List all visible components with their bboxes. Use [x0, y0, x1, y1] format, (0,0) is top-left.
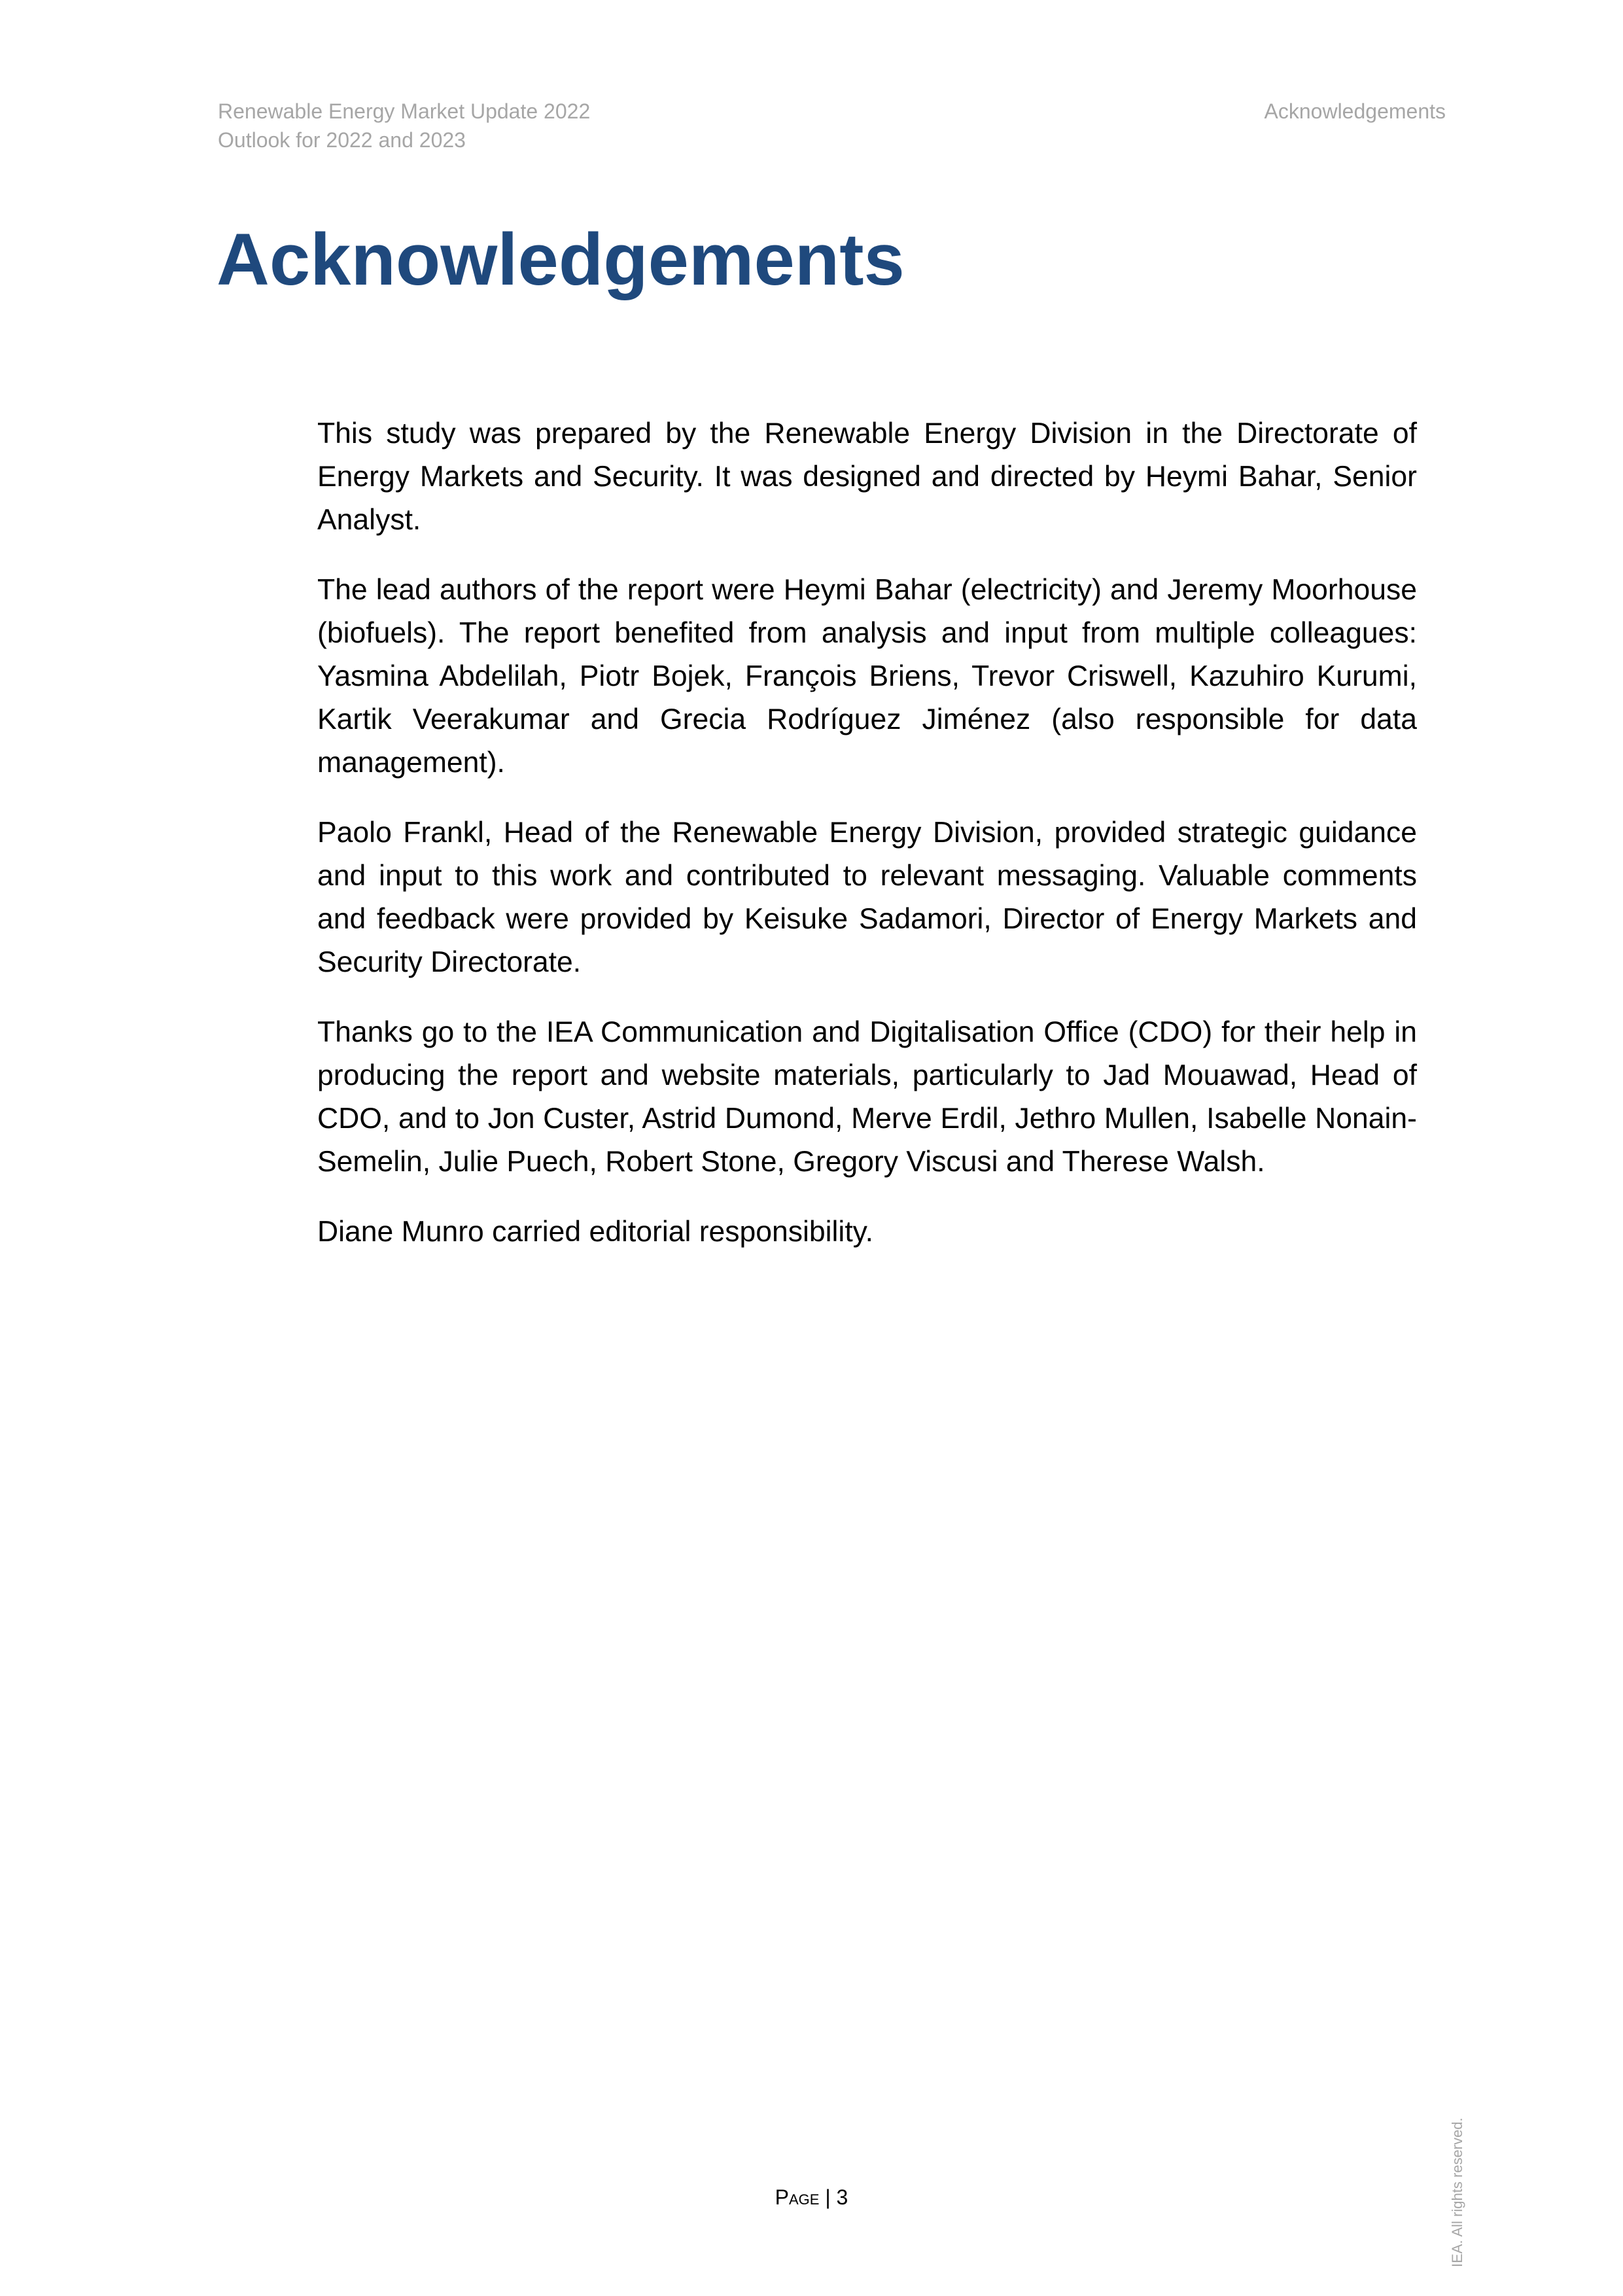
report-subtitle: Outlook for 2022 and 2023 — [218, 128, 466, 152]
page-number: 3 — [836, 2185, 848, 2209]
paragraph: The lead authors of the report were Heymi Bahar (electricity) and Jeremy Moorhouse (biofuels). The report benefited from analysis and input from multiple colleagues: Yasmina Abdelilah, Piotr Bojek, François Briens, Trevor Criswell, Kazuhiro Kurumi, Kartik Veerakumar and Grecia Rodríguez Jiménez (also responsible for data management). — [317, 574, 1417, 779]
section-name: Acknowledgements — [1264, 99, 1446, 123]
copyright-note: IEA. All rights reserved. — [1449, 2117, 1465, 2267]
page-title: Acknowledgements — [217, 219, 905, 300]
acknowledgements-body — [317, 412, 1417, 1280]
paragraph: Thanks go to the IEA Communication and Digitalisation Office (CDO) for their help in producing the report and website materials, particularly to Jad Mouawad, Head of CDO, and to Jon Custer, Astrid Dumond, Merve Erdil, Jethro Mullen, Isabelle Nonain-Semelin, Julie Puech, Robert Stone, Gregory Viscusi and Therese Walsh. — [317, 1016, 1417, 1178]
page-separator: | — [825, 2185, 831, 2209]
page-footer — [0, 2183, 1623, 2212]
running-header — [218, 97, 590, 154]
report-title: Renewable Energy Market Update 2022 — [218, 99, 591, 123]
paragraph: Paolo Frankl, Head of the Renewable Energy Division, provided strategic guidance and input to this work and contributed to relevant messaging. Valuable comments and feedback were provided by Keisuke Sadamori, Director of Energy Markets and Security Directorate. — [317, 817, 1417, 978]
paragraph: This study was prepared by the Renewable Energy Division in the Directorate of Energy Markets and Security. It was designed and directed by Heymi Bahar, Senior Analyst. — [317, 417, 1417, 536]
page-label: Page — [775, 2185, 820, 2209]
paragraph: Diane Munro carried editorial responsibility. — [317, 1216, 873, 1248]
